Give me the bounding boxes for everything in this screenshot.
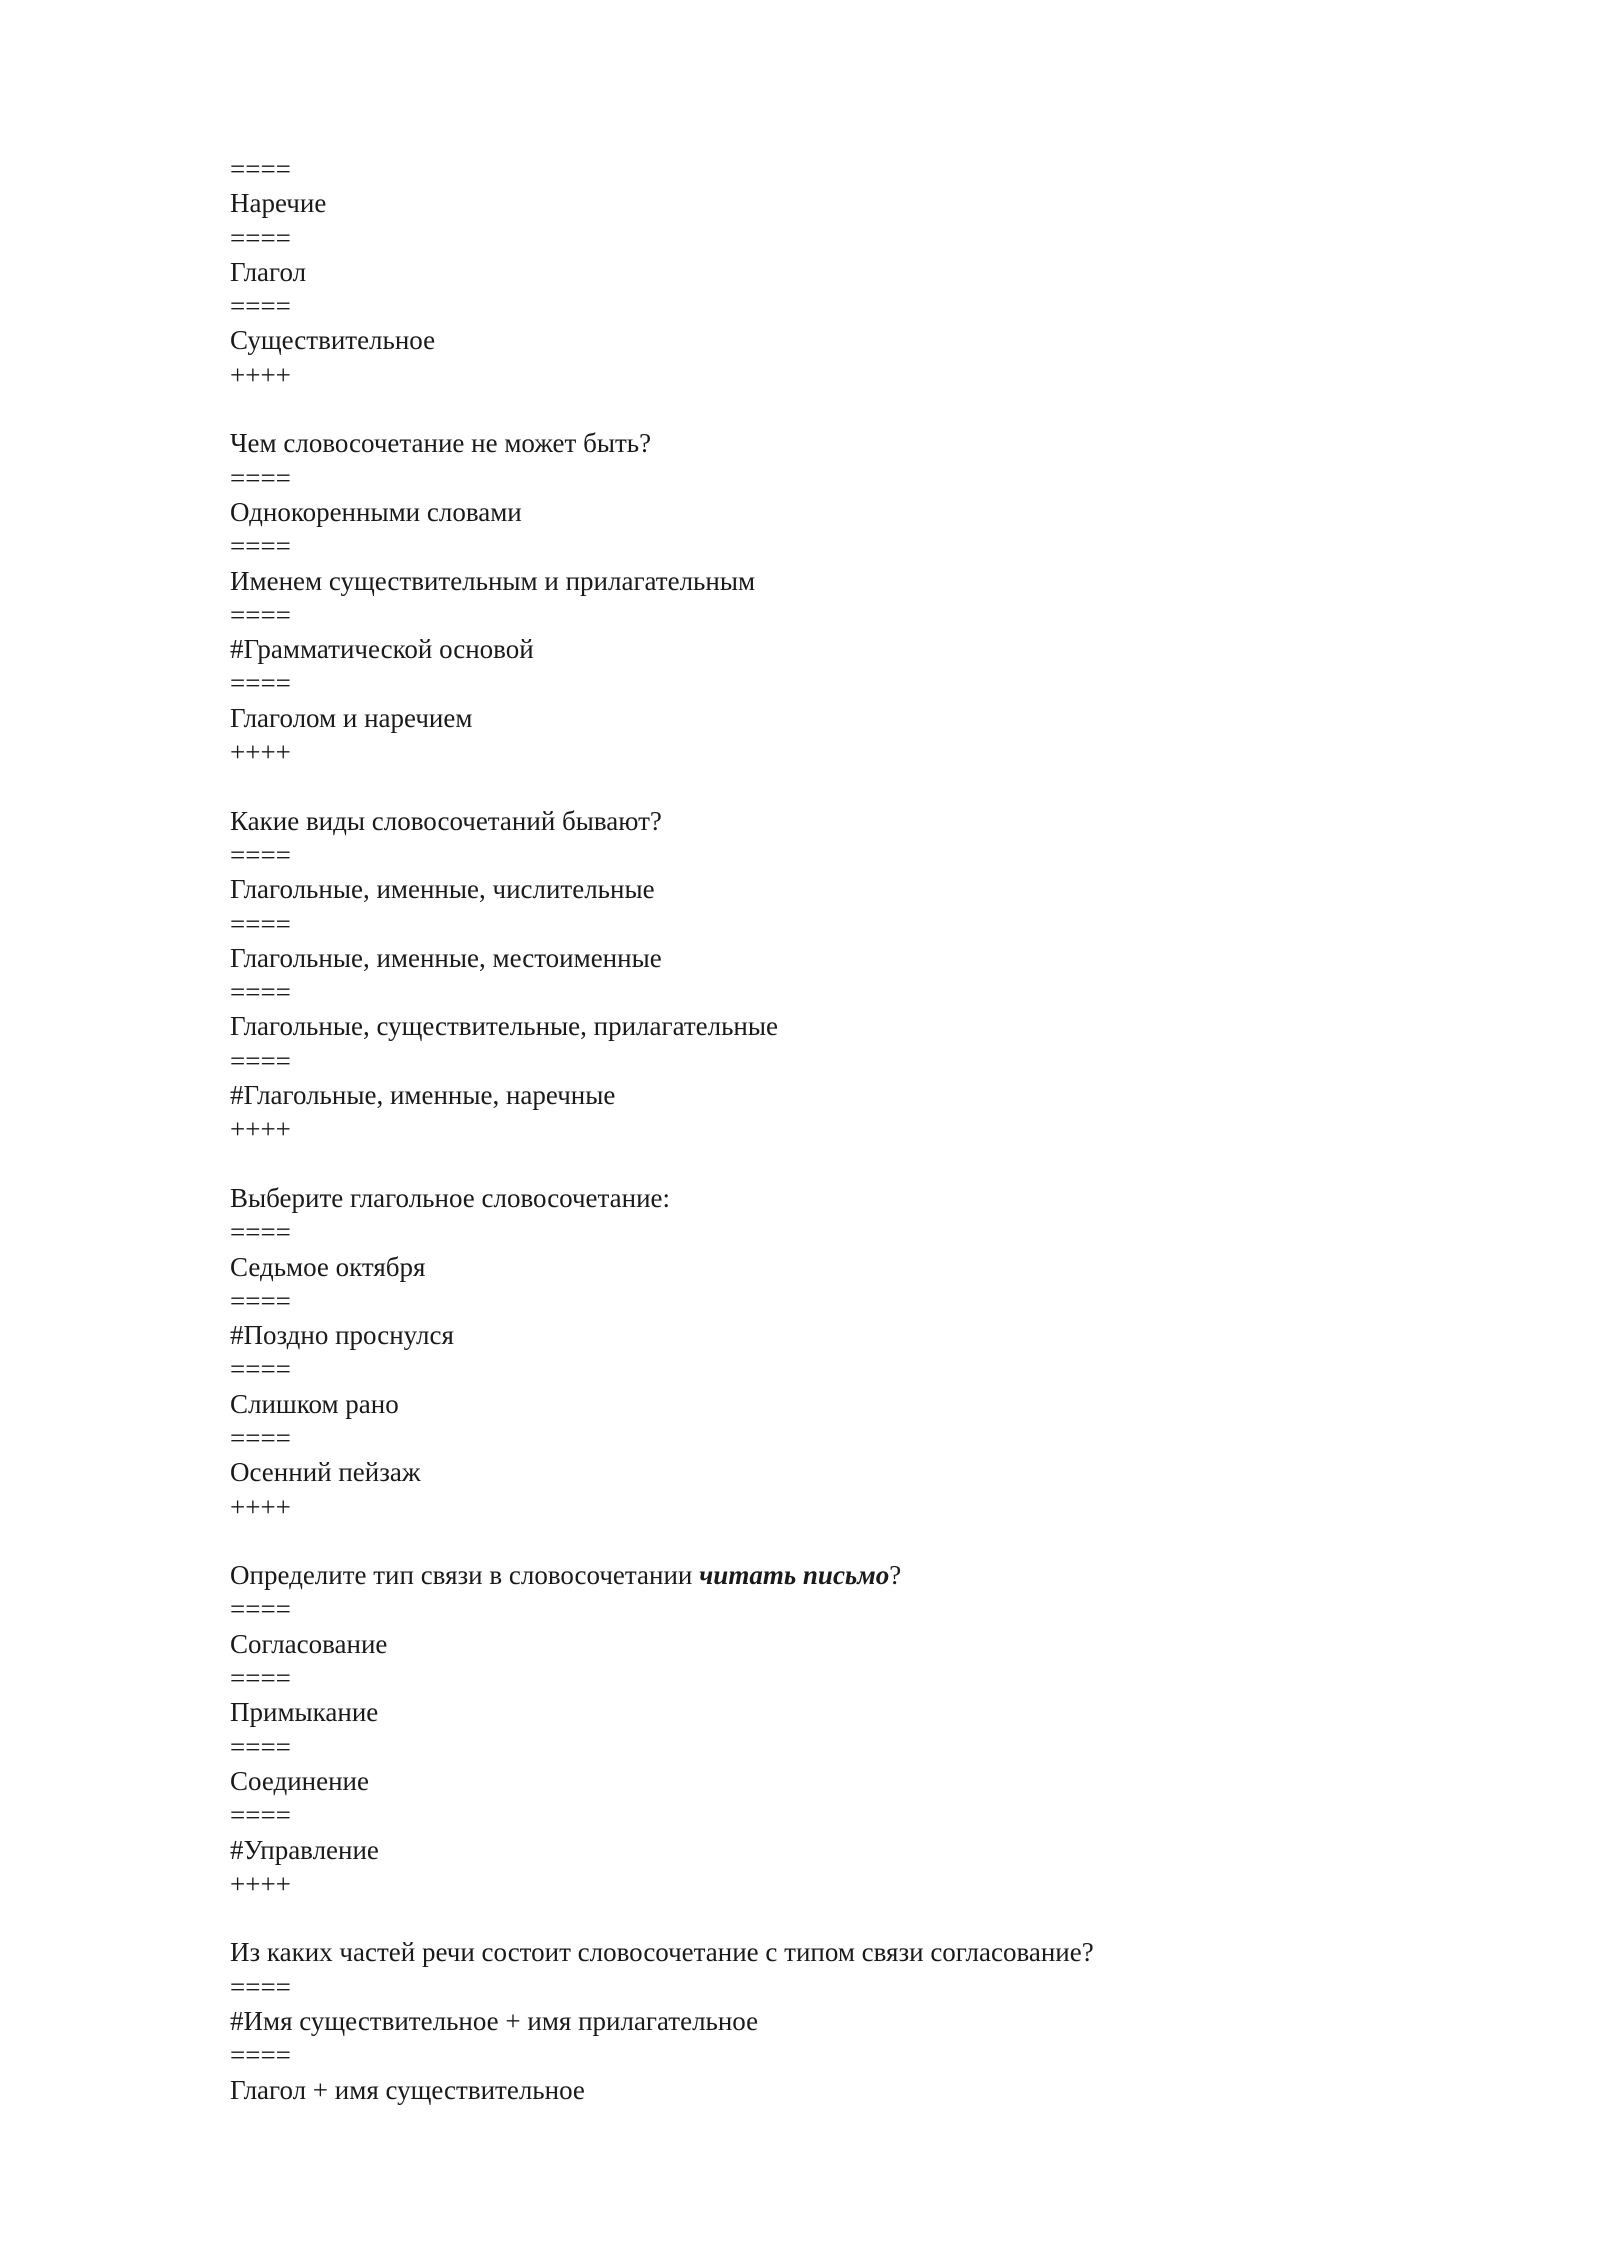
block-end: ++++ (230, 359, 291, 390)
separator: ==== (230, 908, 291, 939)
separator: ==== (230, 599, 291, 630)
answer-option-correct: #Глагольные, именные, наречные (230, 1080, 616, 1111)
separator: ==== (230, 154, 291, 184)
question-text (230, 1558, 1370, 1592)
answer-option: Седьмое октября (230, 1251, 426, 1282)
answer-option-correct: #Грамматической основой (230, 634, 534, 665)
separator: ==== (230, 462, 291, 493)
block-end: ++++ (230, 1491, 291, 1522)
answer-option: Наречие (230, 188, 327, 219)
answer-option-correct: #Поздно проснулся (230, 1320, 454, 1351)
answer-option: Осенний пейзаж (230, 1457, 421, 1488)
question-text: Из каких частей речи состоит словосочетание с типом связи согласование? (230, 1937, 1094, 1968)
blank-line (230, 1147, 1370, 1181)
answer-option: Глагольные, именные, местоименные (230, 942, 662, 973)
separator: ==== (230, 1663, 291, 1694)
separator: ==== (230, 668, 291, 699)
lead-block (230, 152, 1370, 392)
separator: ==== (230, 1594, 291, 1625)
document-page (230, 152, 1370, 2107)
blank-line (230, 1901, 1370, 1935)
answer-option: Примыкание (230, 1697, 379, 1728)
answer-option-correct: #Управление (230, 1834, 379, 1865)
blank-line (230, 392, 1370, 426)
answer-option: Глагол (230, 256, 307, 287)
answer-option: Именем существительным и прилагательным (230, 565, 756, 596)
separator: ==== (230, 839, 291, 870)
question-block (230, 1935, 1370, 2106)
answer-option: Согласование (230, 1628, 388, 1659)
separator: ==== (230, 531, 291, 562)
question-block (230, 1181, 1370, 1524)
block-end: ++++ (230, 1114, 291, 1145)
separator: ==== (230, 1285, 291, 1316)
question-text: Какие виды словосочетаний бывают? (230, 805, 662, 836)
answer-option-correct: #Имя существительное + имя прилагательное (230, 2006, 759, 2037)
answer-option: Однокоренными словами (230, 496, 522, 527)
question-text-emphasis: читать письмо (699, 1560, 890, 1591)
blank-line (230, 1524, 1370, 1558)
question-text: Выберите глагольное словосочетание: (230, 1182, 671, 1213)
question-text-after: ? (889, 1560, 902, 1591)
answer-option: Слишком рано (230, 1388, 399, 1419)
blank-line (230, 769, 1370, 803)
answer-option: Существительное (230, 325, 436, 356)
separator: ==== (230, 1731, 291, 1762)
block-end: ++++ (230, 737, 291, 768)
answer-option: Глагольные, существительные, прилагательные (230, 1011, 779, 1042)
separator: ==== (230, 1422, 291, 1453)
question-text: Чем словосочетание не может быть? (230, 428, 652, 459)
separator: ==== (230, 291, 291, 322)
answer-option: Глаголом и наречием (230, 702, 473, 733)
answer-option: Глагольные, именные, числительные (230, 874, 655, 905)
block-end: ++++ (230, 1868, 291, 1899)
separator: ==== (230, 2040, 291, 2071)
separator: ==== (230, 1971, 291, 2002)
question-text-before: Определите тип связи в словосочетании (230, 1560, 700, 1591)
separator: ==== (230, 1800, 291, 1831)
separator: ==== (230, 1217, 291, 1248)
separator: ==== (230, 977, 291, 1008)
question-block (230, 1558, 1370, 1901)
separator: ==== (230, 1045, 291, 1076)
separator: ==== (230, 222, 291, 253)
answer-option: Глагол + имя существительное (230, 2074, 585, 2105)
separator: ==== (230, 1354, 291, 1385)
question-block (230, 426, 1370, 769)
question-block (230, 804, 1370, 1147)
answer-option: Соединение (230, 1765, 369, 1796)
